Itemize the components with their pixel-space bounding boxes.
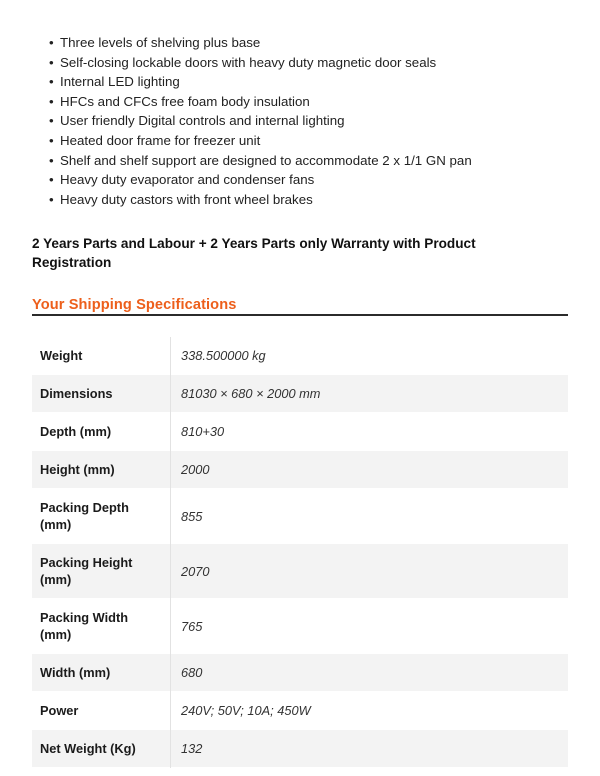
- spec-label: Packing Depth (mm): [32, 489, 171, 544]
- feature-list-item: [32, 92, 568, 112]
- table-row: [32, 375, 568, 413]
- feature-list-item: [32, 72, 568, 92]
- feature-list-item: [32, 131, 568, 151]
- feature-list-item-label: User friendly Digital controls and internal lighting: [60, 113, 345, 129]
- feature-list-item: [32, 53, 568, 73]
- spec-label: Net Weight (Kg): [32, 730, 171, 768]
- spec-label: Depth (mm): [32, 413, 171, 451]
- section-divider: [32, 314, 568, 316]
- feature-list-item-label: Internal LED lighting: [60, 74, 180, 90]
- spec-value: 2000: [181, 462, 210, 477]
- spec-label: Power: [32, 692, 171, 730]
- table-row: [32, 489, 568, 544]
- spec-label: Weight: [32, 337, 171, 375]
- feature-list-item-label: Three levels of shelving plus base: [60, 35, 261, 50]
- bullet-icon: •: [49, 191, 54, 207]
- product-feature-list: [32, 33, 568, 209]
- spec-label: Packing Width (mm): [32, 599, 171, 654]
- shipping-specifications-heading: Your Shipping Specifications: [32, 297, 237, 314]
- bullet-icon: •: [49, 113, 54, 129]
- feature-list-item: [32, 170, 568, 190]
- spec-value: 132: [181, 741, 203, 756]
- feature-list-item-label: Heated door frame for freezer unit: [60, 132, 261, 148]
- feature-list-item-label: Heavy duty castors with front wheel brakes: [60, 191, 313, 207]
- spec-value: 2070: [181, 563, 210, 579]
- table-row: [32, 692, 568, 730]
- spec-value: 765: [181, 618, 203, 634]
- shipping-specifications-table: [32, 337, 568, 768]
- bullet-icon: •: [49, 54, 54, 70]
- table-row: [32, 599, 568, 654]
- feature-list-item-label: Shelf and shelf support are designed to accommodate 2 x 1/1 GN pan: [60, 152, 472, 168]
- table-row: [32, 413, 568, 451]
- table-row: [32, 654, 568, 692]
- table-row: [32, 544, 568, 599]
- spec-value: 680: [181, 665, 203, 680]
- feature-list-item: [32, 151, 568, 171]
- spec-value: 81030 × 680 × 2000 mm: [181, 386, 321, 401]
- shipping-specifications-table-body: [32, 337, 568, 768]
- feature-list-item-label: HFCs and CFCs free foam body insulation: [60, 93, 310, 109]
- bullet-icon: •: [49, 152, 54, 168]
- feature-list-item: [32, 190, 568, 210]
- feature-list-item: [32, 111, 568, 131]
- bullet-icon: •: [49, 93, 54, 109]
- spec-label: Packing Height (mm): [32, 544, 171, 599]
- bullet-icon: •: [49, 35, 54, 50]
- spec-value: 855: [181, 508, 203, 524]
- spec-value: 810+30: [181, 424, 225, 439]
- shipping-specifications-table-wrapper: [32, 337, 568, 768]
- table-row: [32, 451, 568, 489]
- spec-label: Height (mm): [32, 451, 171, 489]
- spec-value: 240V; 50V; 10A; 450W: [181, 703, 311, 718]
- bullet-icon: •: [49, 172, 54, 188]
- table-row: [32, 730, 568, 768]
- feature-list-item-label: Heavy duty evaporator and condenser fans: [60, 172, 315, 188]
- table-row: [32, 337, 568, 375]
- feature-list-item: [32, 33, 568, 53]
- bullet-icon: •: [49, 74, 54, 90]
- spec-label: Dimensions: [32, 375, 171, 413]
- feature-list-item-label: Self-closing lockable doors with heavy duty magnetic door seals: [60, 54, 437, 70]
- warranty-statement: 2 Years Parts and Labour + 2 Years Parts only Warranty with Product Registration: [32, 235, 476, 271]
- spec-value: 338.500000 kg: [181, 348, 266, 363]
- spec-label: Width (mm): [32, 654, 171, 692]
- bullet-icon: •: [49, 132, 54, 148]
